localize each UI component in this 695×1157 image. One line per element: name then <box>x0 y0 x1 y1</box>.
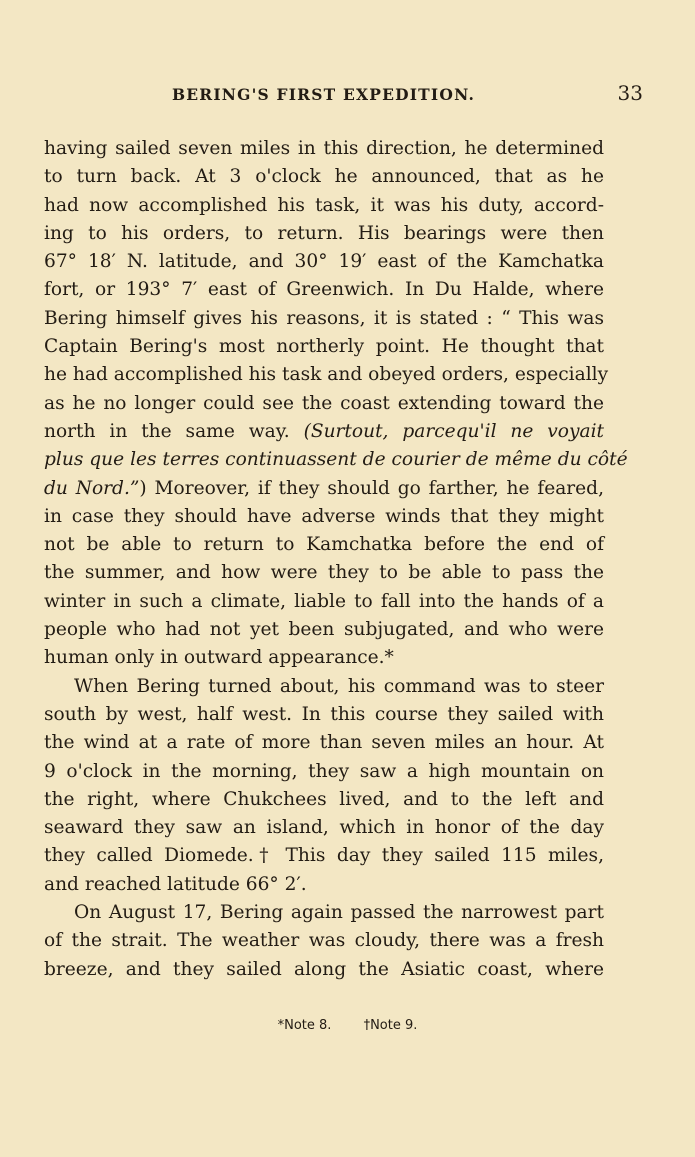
italic-quote: du Nord.” <box>44 477 140 499</box>
text-line: of the strait. The weather was cloudy, there was a fresh <box>44 930 604 952</box>
text-line <box>44 418 604 446</box>
body-text <box>44 135 628 984</box>
text-line: When Bering turned about, his command was to steer <box>74 675 604 697</box>
italic-quote: (Surtout, parcequ'il ne voyait <box>303 420 604 442</box>
footnote-marker: †Note 9. <box>363 1018 418 1033</box>
text-line: people who had not yet been subjugated, and who were <box>44 619 604 641</box>
page-header <box>44 81 643 111</box>
running-head: BERING'S FIRST EXPEDITION. <box>171 85 476 104</box>
text-line: the right, where Chukchees lived, and to the left and <box>44 788 604 810</box>
text-line: fort, or 193° 7′ east of Greenwich. In Du Halde, where <box>44 279 604 301</box>
text-line: not be able to return to Kamchatka before the end of <box>44 534 604 556</box>
footnotes <box>0 1018 695 1033</box>
text-segment: ) Moreover, if they should go farther, he feared, <box>139 477 604 499</box>
text-line: south by west, half west. In this course they sailed with <box>44 703 604 725</box>
text-line: the wind at a rate of more than seven miles an hour. At <box>44 732 604 754</box>
text-line: On August 17, Bering again passed the narrowest part <box>74 902 604 924</box>
text-line: seaward they saw an island, which in honor of the day <box>44 817 604 839</box>
text-line: in case they should have adverse winds that they might <box>44 505 604 527</box>
text-line: winter in such a climate, liable to fall into the hands of a <box>44 590 604 612</box>
text-line: plus que les terres continuassent de courier de même du côté <box>44 449 628 471</box>
text-line: Bering himself gives his reasons, it is stated : “ This was <box>44 307 604 329</box>
text-line: the summer, and how were they to be able to pass the <box>44 562 604 584</box>
text-line: ing to his orders, to return. His bearings were then <box>44 222 604 244</box>
text-line: as he no longer could see the coast extending toward the <box>44 392 604 414</box>
text-line: human only in outward appearance.* <box>44 647 394 669</box>
text-line: he had accomplished his task and obeyed orders, especially <box>44 364 609 386</box>
footnote-marker: *Note 8. <box>277 1018 332 1033</box>
text-segment: north in the same way. <box>44 420 290 442</box>
text-line: Captain Bering's most northerly point. He thought that <box>44 336 604 358</box>
text-line: 9 o'clock in the morning, they saw a high mountain on <box>44 760 604 782</box>
text-line: to turn back. At 3 o'clock he announced, that as he <box>44 166 604 188</box>
text-line: breeze, and they sailed along the Asiatic coast, where <box>44 958 604 980</box>
text-line: had now accomplished his task, it was his duty, accord- <box>44 194 604 216</box>
text-line: they called Diomede.† This day they sailed 115 miles, <box>44 845 604 867</box>
page-number: 33 <box>617 81 643 105</box>
text-line <box>44 475 604 503</box>
text-line: having sailed seven miles in this direction, he determined <box>44 138 604 159</box>
text-line: 67° 18′ N. latitude, and 30° 19′ east of the Kamchatka <box>44 251 604 273</box>
text-line: and reached latitude 66° 2′. <box>44 873 307 895</box>
